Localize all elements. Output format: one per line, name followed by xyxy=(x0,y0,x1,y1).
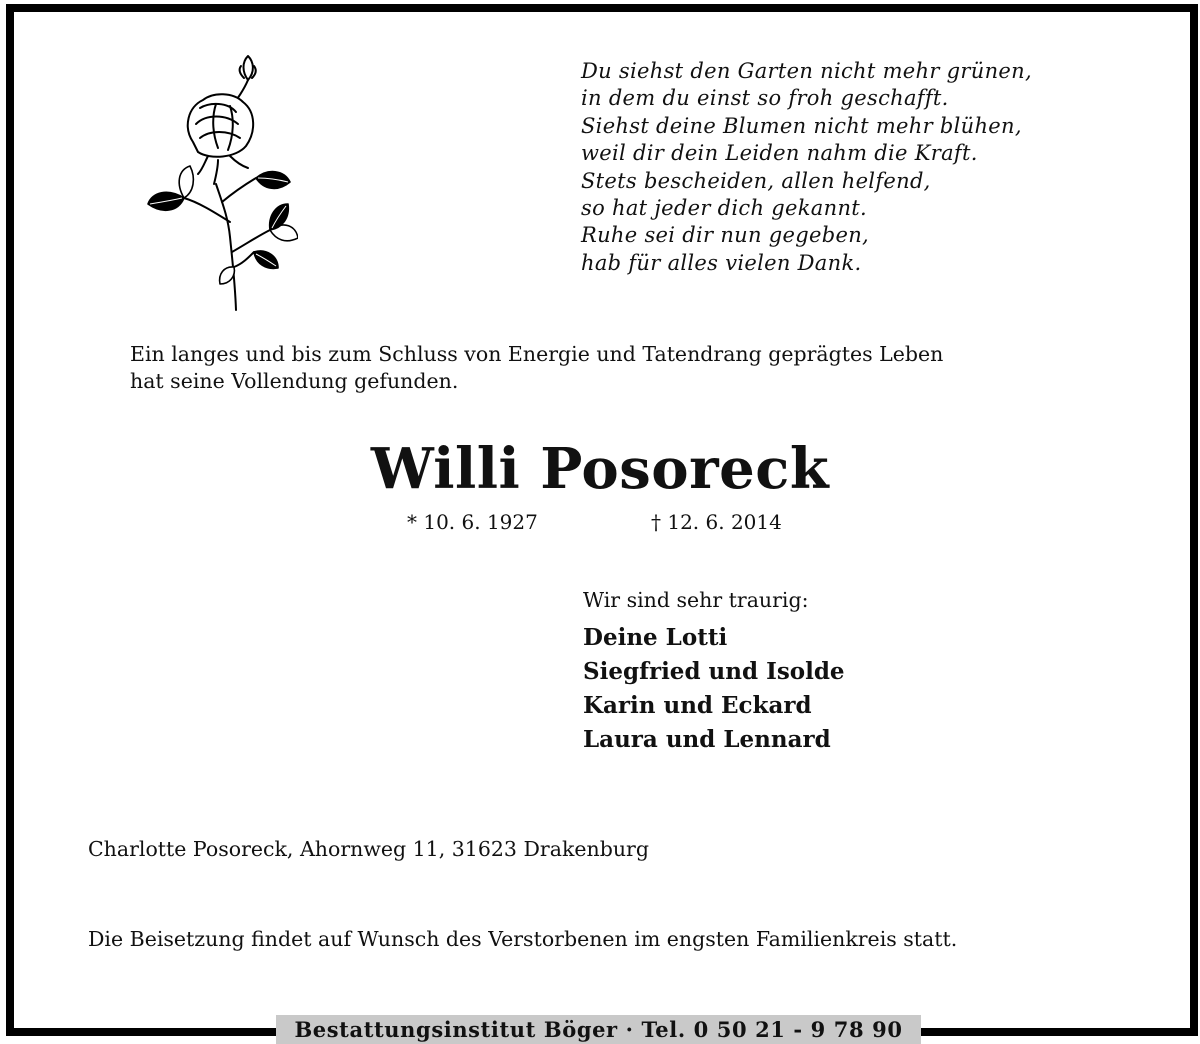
death-date: † 12. 6. 2014 xyxy=(651,510,782,534)
funeral-note: Die Beisetzung findet auf Wunsch des Verstorbenen im engsten Familienkreis statt. xyxy=(88,927,958,951)
mourner-name: Karin und Eckard xyxy=(583,692,812,719)
poem-line: Du siehst den Garten nicht mehr grünen, xyxy=(581,59,1032,83)
rose-icon xyxy=(138,52,298,322)
poem-line: Stets bescheiden, allen helfend, xyxy=(581,168,931,193)
poem-line: in dem du einst so froh geschafft. xyxy=(581,86,949,111)
poem-line: Siehst deine Blumen nicht mehr blühen, xyxy=(581,113,1022,138)
mourner-name: Deine Lotti xyxy=(583,624,728,651)
poem-line: Ruhe sei dir nun gegeben, xyxy=(581,223,869,248)
intro-line: Ein langes und bis zum Schluss von Energie und Tatendrang geprägtes Leben xyxy=(130,342,944,366)
intro-text xyxy=(130,341,943,395)
mourners-intro: Wir sind sehr traurig: xyxy=(583,588,809,612)
poem-line: so hat jeder dich gekannt. xyxy=(581,196,867,221)
mourners-list xyxy=(583,621,845,757)
poem xyxy=(581,58,1032,277)
family-address: Charlotte Posoreck, Ahornweg 11, 31623 Drakenburg xyxy=(88,837,649,861)
poem-line: weil dir dein Leiden nahm die Kraft. xyxy=(581,141,978,166)
intro-line: hat seine Vollendung gefunden. xyxy=(130,369,459,393)
mourner-name: Laura und Lennard xyxy=(583,726,831,753)
deceased-name: Willi Posoreck xyxy=(370,436,830,502)
funeral-home-footer: Bestattungsinstitut Böger · Tel. 0 50 21 - 9 78 90 xyxy=(276,1015,921,1044)
mourner-name: Siegfried und Isolde xyxy=(583,658,845,685)
birth-date: * 10. 6. 1927 xyxy=(407,510,538,534)
poem-line: hab für alles vielen Dank. xyxy=(581,250,862,275)
